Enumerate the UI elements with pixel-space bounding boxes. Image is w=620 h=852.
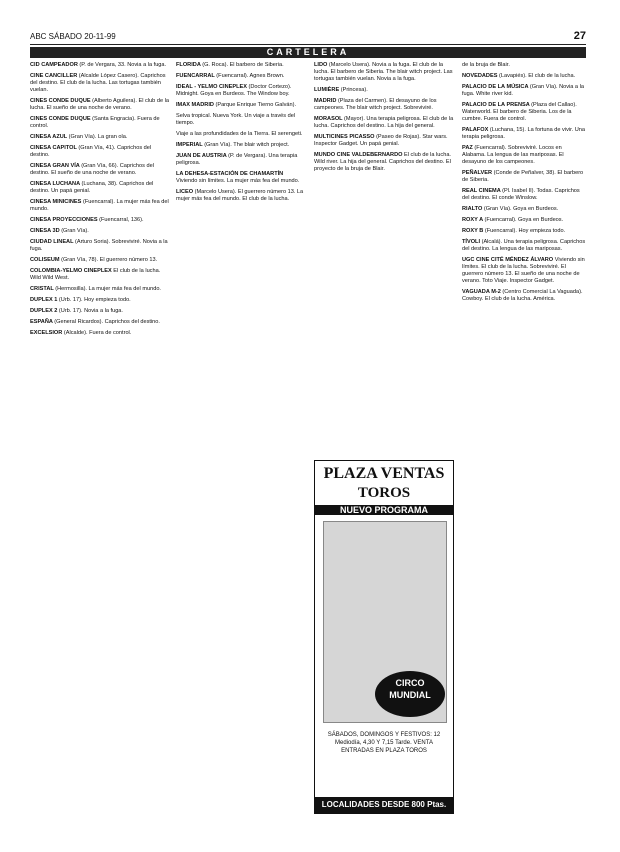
cinema-films: (Marcelo Usera). El guerrero número 13. La mujer más fea del mundo. El club de la lucha. — [176, 189, 304, 202]
listing-column-1 — [30, 62, 170, 341]
cinema-listing — [30, 98, 170, 112]
cinema-name: CINESA MINICINES — [30, 199, 83, 205]
cinema-films: (Santa Engracia). Fuera de control. — [30, 116, 160, 129]
cinema-listing — [30, 62, 170, 69]
cinema-name: PALAFOX — [462, 127, 490, 133]
cinema-films: (Paseo de Rojas). Star wars. Inspector Gadget. Un papá genial. — [314, 134, 448, 147]
cinema-name: VAGUADA M-2 — [462, 289, 503, 295]
cinema-films: (Conde de Peñalver, 38). El barbero de Siberia. — [462, 170, 584, 183]
cinema-films: Viaje a las profundidades de la Tierra. El serengeti. — [176, 131, 303, 137]
cinema-listing — [462, 217, 586, 224]
cinema-name: CINESA AZUL — [30, 134, 69, 140]
cinema-name: UGC CINE CITÉ MÉNDEZ ÁLVARO — [462, 257, 555, 263]
cinema-listing — [314, 62, 454, 83]
cinema-films: (Alberto Aguilera). El club de la lucha. El sueño de una noche de verano. — [30, 98, 169, 111]
cinema-listing — [462, 145, 586, 166]
cinema-name: ROXY A — [462, 217, 485, 223]
cinema-listing — [30, 297, 170, 304]
cinema-name: FUENCARRAL — [176, 73, 217, 79]
cinema-name: CINES CONDE DUQUE — [30, 98, 93, 104]
cinema-listing — [462, 127, 586, 141]
cinema-films: (Plaza del Carmen). El desayuno de los campeones. The blair witch project. Sobreviviré. — [314, 98, 437, 111]
cinema-name: EXCELSIOR — [30, 330, 64, 336]
cinema-name: MORASOL — [314, 116, 345, 122]
cinema-films: (Gran Vía, 41). Caprichos del destino. — [30, 145, 152, 158]
cinema-listing — [462, 84, 586, 98]
cinema-films: (Luchana, 38). Caprichos del destino. Un papá genial. — [30, 181, 154, 194]
cinema-name: IDEAL - YELMO CINEPLEX — [176, 84, 249, 90]
cinema-name: CINESA PROYECCIONES — [30, 217, 100, 223]
cinema-name: PEÑALVER — [462, 170, 494, 176]
listing-column-3 — [314, 62, 454, 177]
cinema-films: (Gran Vía, 66). Caprichos del destino. El sueño de una noche de verano. — [30, 163, 154, 176]
page-header — [30, 30, 586, 45]
cinema-listing — [30, 228, 170, 235]
cinema-listing — [462, 228, 586, 235]
cinema-listing — [314, 116, 454, 130]
cinema-films: (Gran Vía, 78). El guerrero número 13. — [61, 257, 158, 263]
cinema-listing — [30, 308, 170, 315]
cinema-name: CIUDAD LINEAL — [30, 239, 75, 245]
cinema-listing — [30, 199, 170, 213]
cinema-films: (Urb. 17). Hoy empieza todo. — [58, 297, 131, 303]
cinema-listing — [30, 145, 170, 159]
cinema-films: Viviendo sin límites. El club de la lucha. Sobreviviré. El guerrero número 13. El sueño de una noche de verano. Toto Viaje. Inspector Gadget. — [462, 257, 585, 284]
cinema-listing — [30, 239, 170, 253]
ad-subtitle: TOROS — [357, 485, 411, 501]
cinema-listing — [462, 102, 586, 123]
cinema-listing — [176, 102, 306, 109]
cinema-listing — [30, 73, 170, 94]
cinema-name: TÍVOLI — [462, 239, 482, 245]
cinema-listing — [30, 257, 170, 264]
cinema-films: (Gran Vía). The blair witch project. — [204, 142, 290, 148]
cinema-films: (Princesa). — [340, 87, 368, 93]
cinema-films: (Fuencarral). Goya en Burdeos. — [484, 217, 564, 223]
cinema-listing — [314, 98, 454, 112]
cinema-listing — [462, 73, 586, 80]
cinema-films: (G. Roca). El barbero de Siberia. — [202, 62, 284, 68]
cinema-name: IMAX MADRID — [176, 102, 216, 108]
circus-advertisement — [314, 460, 454, 814]
cinema-listing — [176, 189, 306, 203]
cinema-listing — [30, 217, 170, 224]
cinema-name: CRISTAL — [30, 286, 56, 292]
cinema-films: (Fuencarral, 136). — [99, 217, 144, 223]
cinema-listing — [30, 116, 170, 130]
cinema-name: PALACIO DE LA PRENSA — [462, 102, 532, 108]
cinema-films: (Alcalde). Fuera de control. — [63, 330, 132, 336]
page-date: ABC SÁBADO 20-11-99 — [30, 32, 116, 41]
cinema-films: (Marcelo Usera). Novia a la fuga. El club de la lucha. El barbero de Siberia. The blair witch project. Las tortugas también vuelan. Novia a la fuga. — [314, 62, 453, 82]
cinema-films: (Hermosilla). La mujer más fea del mundo. — [55, 286, 161, 292]
cinema-name: CINE CANCILLER — [30, 73, 79, 79]
cinema-films: Viviendo sin límites. La mujer más fea del mundo. — [176, 178, 300, 184]
cinema-films: (Gran Vía). Goya en Burdeos. — [483, 206, 559, 212]
cinema-name: CINESA 3D — [30, 228, 62, 234]
listing-column-4 — [462, 62, 586, 307]
cinema-films: El club de la lucha. Wild river. La hija del general. Caprichos del destino. El proyecto de la bruja de Blair. — [314, 152, 451, 172]
cinema-films: de la bruja de Blair. — [462, 62, 510, 68]
cinema-name: CINESA LUCHANA — [30, 181, 82, 187]
cinema-name: MUNDO CINE VALDEBERNARDO — [314, 152, 405, 158]
cinema-name: NOVEDADES — [462, 73, 499, 79]
cinema-films: (Gran Vía). Novia a la fuga. White river kid. — [462, 84, 584, 97]
cinema-listing — [176, 62, 306, 69]
cinema-listing — [314, 134, 454, 148]
cinema-name: MULTICINES PICASSO — [314, 134, 377, 140]
cinema-listing — [462, 239, 586, 253]
cinema-listing — [176, 84, 306, 98]
ad-program: NUEVO PROGRAMA — [315, 505, 453, 515]
cinema-name: CINES CONDE DUQUE — [30, 116, 93, 122]
cinema-name: CINESA GRAN VÍA — [30, 163, 82, 169]
cinema-listing — [30, 181, 170, 195]
cinema-films: (Fuencarral). Hoy empieza todo. — [484, 228, 566, 234]
cinema-name: LUMIÈRE — [314, 87, 341, 93]
cinema-listing — [462, 188, 586, 202]
cinema-name: PALACIO DE LA MÚSICA — [462, 84, 530, 90]
cinema-films: (Gran Vía). La gran ola. — [68, 134, 128, 140]
cinema-films: (Pl. Isabel II). Todas. Caprichos del destino. El conde Winslow. — [462, 188, 580, 201]
ad-title: PLAZA VENTAS — [323, 465, 445, 482]
ad-circus-name: CIRCO MUNDIAL — [375, 671, 445, 717]
cinema-films: (Centro Comercial La Vaguada). Cowboy. El club de la lucha. América. — [462, 289, 583, 302]
cinema-listing — [176, 113, 306, 127]
cinema-name: CID CAMPEADOR — [30, 62, 80, 68]
cinema-listing — [176, 171, 306, 185]
listing-column-2 — [176, 62, 306, 207]
cinema-films: (Doctor Cortezo). Midnight. Goya en Burdeos. The Window boy. — [176, 84, 292, 97]
cinema-films: (Urb. 17). Novia a la fuga. — [58, 308, 123, 314]
cinema-films: (Fuencarral). Sobreviviré. Locos en Alabama. La lengua de las mariposas. El desayuno de los campeones. — [462, 145, 564, 165]
cinema-listing — [462, 206, 586, 213]
cinema-films: (Parque Enrique Tierno Galván). — [215, 102, 296, 108]
cinema-films: (Gran Vía). — [61, 228, 89, 234]
cinema-films: El club de la lucha. Wild Wild West. — [30, 268, 161, 281]
cinema-listing — [176, 153, 306, 167]
cinema-films: (Alcalde López Casero). Caprichos del destino. El club de la lucha. Las tortugas también vuelan. — [30, 73, 166, 93]
cinema-name: REAL CINEMA — [462, 188, 503, 194]
cinema-name: PAZ — [462, 145, 475, 151]
cinema-name: FLORIDA — [176, 62, 203, 68]
cinema-name: COLISEUM — [30, 257, 62, 263]
cinema-listing — [30, 163, 170, 177]
cinema-listing — [314, 152, 454, 173]
cinema-films: (Fuencarral). Agnes Brown. — [216, 73, 285, 79]
cinema-listing — [462, 257, 586, 285]
cinema-name: DUPLEX 1 — [30, 297, 59, 303]
cinema-name: LIDO — [314, 62, 329, 68]
cinema-listing — [30, 268, 170, 282]
cinema-films: (Lavapiés). El club de la lucha. — [499, 73, 576, 79]
cinema-listing — [176, 142, 306, 149]
cinema-listing — [30, 286, 170, 293]
cinema-films: (Arturo Soria). Sobreviviré. Novia a la fuga. — [30, 239, 168, 252]
ad-hours: SÁBADOS, DOMINGOS Y FESTIVOS: 12 Mediodía, 4,30 Y 7,15 Tarde. VENTA ENTRADAS EN PLAZA TOROS — [327, 732, 441, 754]
cinema-name: MADRID — [314, 98, 338, 104]
cinema-listing — [314, 87, 454, 94]
cinema-name: ROXY B — [462, 228, 485, 234]
cinema-name: DUPLEX 2 — [30, 308, 59, 314]
cinema-listing — [462, 289, 586, 303]
cinema-films: (General Ricardos). Caprichos del destino. — [54, 319, 160, 325]
section-banner: CARTELERA — [30, 47, 586, 58]
cinema-listing — [30, 319, 170, 326]
cinema-listing — [176, 73, 306, 80]
cinema-name: ESPAÑA — [30, 319, 55, 325]
page-number: 27 — [573, 30, 586, 42]
cinema-name: IMPERIAL — [176, 142, 205, 148]
cinema-name: RIALTO — [462, 206, 484, 212]
cinema-films: (P. de Vergara, 33. Novia a la fuga. — [79, 62, 167, 68]
cinema-name: CINESA CAPITOL — [30, 145, 79, 151]
cinema-listing — [30, 134, 170, 141]
cinema-films: Selva tropical. Nueva York. Un viaje a través del tiempo. — [176, 113, 296, 126]
cinema-listing — [462, 170, 586, 184]
cinema-films: (Mayor). Una terapia peligrosa. El club de la lucha. Caprichos del destino. La hija del general. — [314, 116, 454, 129]
cinema-name: COLOMBIA-YELMO CINEPLEX — [30, 268, 114, 274]
cinema-films: (Fuencarral). La mujer más fea del mundo. — [30, 199, 169, 212]
cinema-films: (Plaza del Callao). Waterworld. El barbero de Siberia. Los de la cumbre. Fuera de control. — [462, 102, 577, 122]
cinema-listing — [462, 62, 586, 69]
cinema-listing — [30, 330, 170, 337]
cinema-listing — [176, 131, 306, 138]
cinema-name: JUAN DE AUSTRIA — [176, 153, 229, 159]
cinema-films: (Luchana, 15). La fortuna de vivir. Una terapia peligrosa. — [462, 127, 586, 140]
cinema-name: LICEO — [176, 189, 195, 195]
cinema-films: (Alcalá). Una terapia peligrosa. Caprichos del destino. La lengua de las mariposas. — [462, 239, 586, 252]
cinema-films: (P. de Vergara). Una terapia peligrosa. — [176, 153, 298, 166]
ad-prices: LOCALIDADES DESDE 800 Ptas. — [315, 797, 453, 813]
cinema-name: LA DEHESA-ESTACIÓN DE CHAMARTÍN — [176, 171, 284, 177]
